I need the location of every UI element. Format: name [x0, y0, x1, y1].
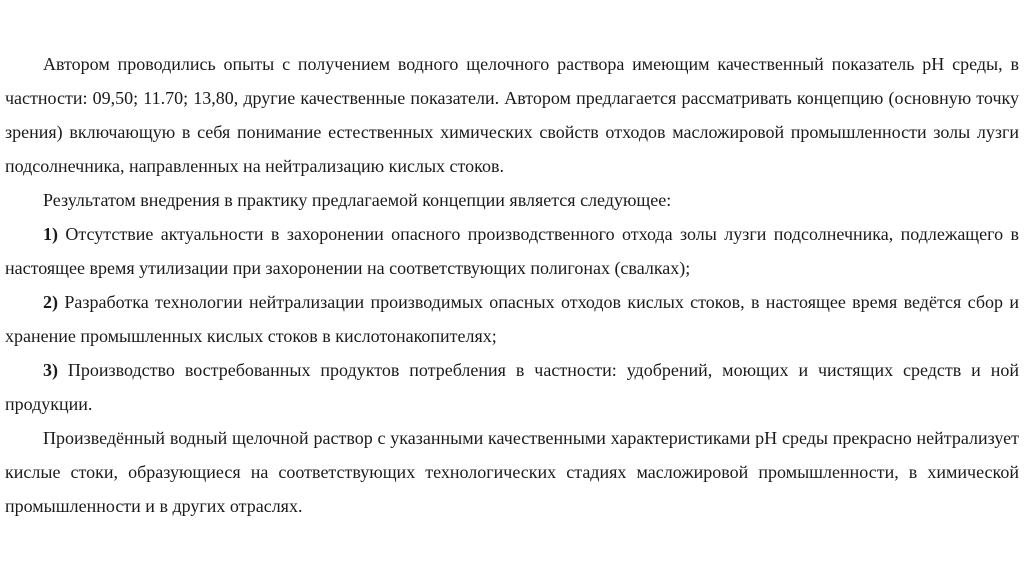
- list-item-number: 3): [43, 360, 58, 380]
- list-item-1: [5, 217, 1019, 285]
- list-item-text: Отсутствие актуальности в захоронении опасного производственного отхода золы лузги подсолнечника, подлежащего в настоящее время утилизации при захоронении на соответствующих полигонах (свалках);: [5, 224, 1019, 278]
- list-item-text: Разработка технологии нейтрализации производимых опасных отходов кислых стоков, в настоящее время ведётся сбор и хранение промышленных кислых стоков в кислотонакопителях;: [5, 292, 1019, 346]
- result-paragraph: Результатом внедрения в практику предлагаемой концепции является следующее:: [43, 190, 672, 210]
- list-item-3: [5, 353, 1019, 421]
- document-page: [5, 47, 1019, 523]
- list-item-2: [5, 285, 1019, 353]
- closing-paragraph: Произведённый водный щелочной раствор с указанными качественными характеристиками pH среды прекрасно нейтрализует кислые стоки, образующиеся на соответствующих технологических стадиях масложировой промышленности, в химической промышленности и в других отраслях.: [5, 428, 1019, 516]
- list-item-number: 1): [43, 224, 58, 244]
- list-item-number: 2): [43, 292, 58, 312]
- intro-paragraph: Автором проводились опыты с получением водного щелочного раствора имеющим качественный показатель pH среды, в частности: 09,50; 11.70; 13,80, другие качественные показатели. Автором предлагается рассматривать концепцию (основную точку зрения) включающую в себя понимание естественных химических свойств отходов масложировой промышленности золы лузги подсолнечника, направленных на нейтрализацию кислых стоков.: [5, 54, 1019, 176]
- list-item-text: Производство востребованных продуктов потребления в частности: удобрений, моющих и чистящих средств и ной продукции.: [5, 360, 1019, 414]
